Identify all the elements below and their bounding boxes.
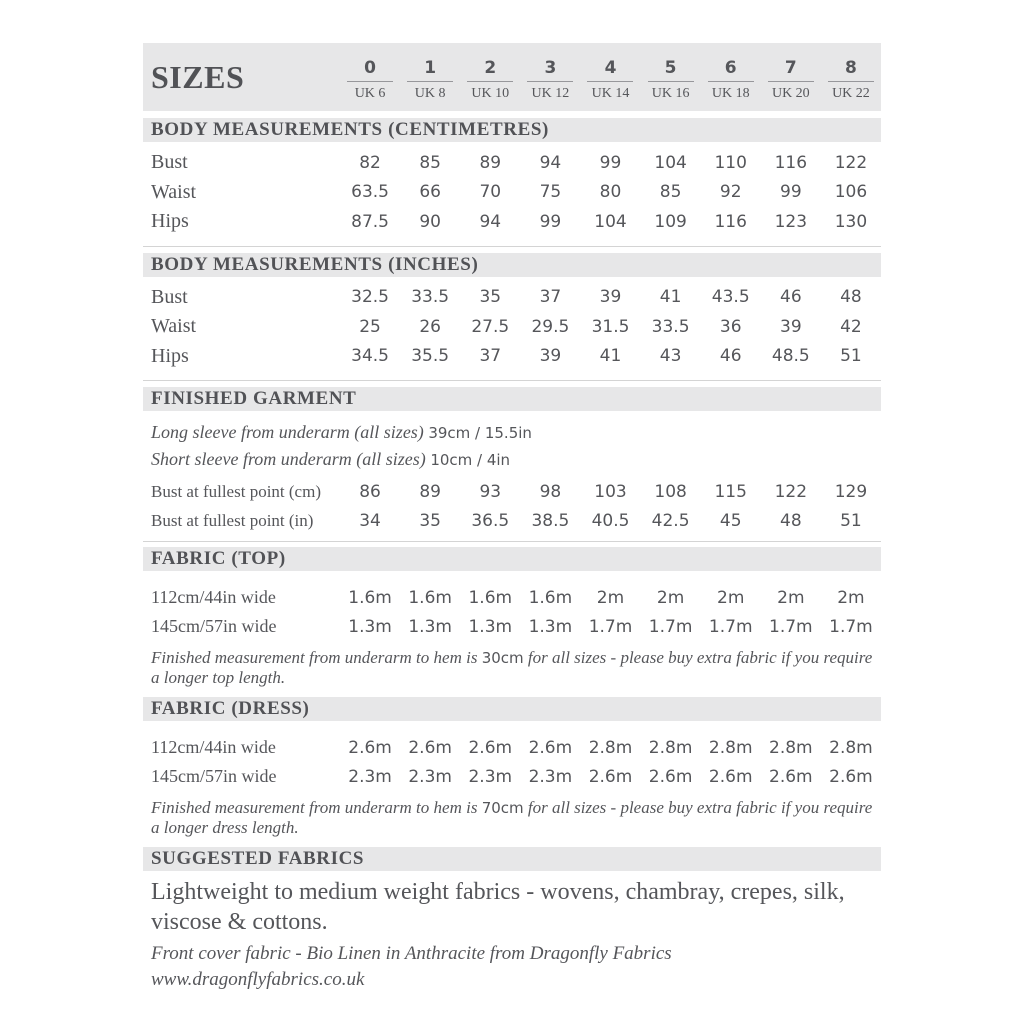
- cell: 108: [654, 481, 687, 502]
- cell: 41: [599, 346, 622, 367]
- cell: 2.8m: [588, 737, 633, 758]
- cell: 27.5: [471, 316, 510, 337]
- cell: 99: [599, 152, 622, 173]
- uk-size-label: UK 20: [771, 85, 810, 101]
- cell: 2.8m: [829, 737, 873, 758]
- section-header-finished-garment: [143, 387, 881, 411]
- cell: 33.5: [411, 287, 450, 308]
- cell: 1.7m: [829, 616, 873, 637]
- size-divider-rule: [648, 81, 694, 82]
- cell: 1.6m: [348, 587, 392, 608]
- cell: 1.7m: [588, 616, 633, 637]
- cell: 104: [654, 152, 687, 173]
- section-header-fabric-dress: [143, 697, 881, 721]
- section-title: BODY MEASUREMENTS (INCHES): [151, 253, 479, 275]
- cell: 41: [659, 287, 682, 308]
- cell: 115: [714, 481, 747, 502]
- size-number: 3: [544, 57, 557, 78]
- cell: 29.5: [531, 316, 570, 337]
- cell: 116: [714, 211, 747, 232]
- size-number: 7: [784, 57, 797, 78]
- size-number: 1: [424, 57, 437, 78]
- row-label: Waist: [151, 315, 197, 338]
- size-number: 8: [845, 57, 857, 78]
- cell: 98: [539, 481, 562, 502]
- size-divider-rule: [527, 81, 573, 82]
- cell: 80: [599, 182, 622, 203]
- section-title: FABRIC (TOP): [151, 548, 286, 569]
- cell: 122: [774, 481, 808, 502]
- section-title: SUGGESTED FABRICS: [151, 848, 365, 869]
- cell: 2m: [717, 587, 745, 608]
- cell: 33.5: [651, 316, 690, 337]
- size-divider-rule: [467, 81, 513, 82]
- cell: 1.6m: [468, 587, 513, 608]
- cell: 94: [539, 152, 562, 173]
- row-label: 112cm/44in wide: [151, 587, 276, 607]
- size-column-header-5: [641, 53, 701, 102]
- page-content: [143, 43, 881, 993]
- cell: 99: [780, 182, 802, 203]
- table-row-fabric-dress-145: [143, 762, 881, 791]
- cell: 87.5: [351, 211, 389, 232]
- note-text: Finished measurement from underarm to hem is: [151, 648, 478, 667]
- cell: 42: [840, 316, 862, 337]
- cell: 36: [719, 316, 742, 337]
- size-divider-rule: [587, 81, 633, 82]
- size-column-header-3: [520, 53, 580, 102]
- section-divider-rule: [143, 246, 881, 247]
- cell: 25: [359, 316, 381, 337]
- cell: 130: [834, 211, 868, 232]
- note-value: 30cm: [481, 649, 524, 667]
- size-column-header-0: [340, 53, 400, 102]
- cell: 34.5: [351, 346, 389, 367]
- note-text: Short sleeve from underarm (all sizes): [151, 449, 426, 469]
- note-value: 39cm / 15.5in: [428, 424, 532, 442]
- size-column-header-7: [761, 53, 821, 102]
- cell: 116: [774, 152, 808, 173]
- note-text: Long sleeve from underarm (all sizes): [151, 422, 424, 442]
- cell: 43.5: [711, 287, 750, 308]
- cell: 40.5: [591, 510, 630, 531]
- cell: 86: [359, 481, 381, 502]
- finished-garment-table: [143, 477, 881, 535]
- size-number: 6: [724, 57, 737, 78]
- note-value: 70cm: [481, 799, 524, 817]
- table-row-hips-cm: [143, 207, 881, 237]
- cell: 93: [479, 481, 502, 502]
- row-label: Waist: [151, 180, 197, 203]
- cell: 1.6m: [528, 587, 573, 608]
- cell: 110: [714, 152, 747, 173]
- table-row-bust-in: [143, 283, 881, 313]
- front-cover-fabric-note: Front cover fabric - Bio Linen in Anthracite from Dragonfly Fabrics: [151, 943, 672, 964]
- cell: 123: [774, 211, 808, 232]
- cell: 37: [479, 346, 502, 367]
- fabric-dress-table: [143, 733, 881, 791]
- cell: 122: [834, 152, 868, 173]
- table-row-fabric-top-145: [143, 612, 881, 641]
- cell: 46: [719, 346, 742, 367]
- cell: 1.6m: [408, 587, 452, 608]
- row-label: Bust at fullest point (in): [151, 510, 314, 530]
- size-column-header-1: [400, 53, 460, 102]
- cell: 103: [594, 481, 627, 502]
- cell: 38.5: [531, 510, 570, 531]
- size-column-header-2: [460, 53, 520, 102]
- cell: 43: [659, 346, 682, 367]
- section-header-fabric-top: [143, 547, 881, 571]
- table-row-hips-in: [143, 342, 881, 372]
- section-divider-rule: [143, 380, 881, 381]
- section-title: FABRIC (DRESS): [151, 698, 310, 719]
- cell: 2.8m: [648, 737, 693, 758]
- size-divider-rule: [768, 81, 814, 82]
- website-url: www.dragonflyfabrics.co.uk: [151, 969, 365, 990]
- body-cm-table: [143, 148, 881, 237]
- cell: 32.5: [351, 287, 389, 308]
- cell: 1.7m: [769, 616, 813, 637]
- cell: 48: [840, 287, 862, 308]
- cell: 94: [479, 211, 502, 232]
- cell: 66: [419, 182, 441, 203]
- uk-size-label: UK 6: [354, 85, 386, 101]
- size-divider-rule: [347, 81, 393, 82]
- cell: 42.5: [651, 510, 690, 531]
- uk-size-label: UK 18: [711, 85, 750, 101]
- body-in-table: [143, 283, 881, 372]
- cell: 2.6m: [588, 766, 633, 787]
- cell: 89: [479, 152, 502, 173]
- note-value: 10cm / 4in: [430, 451, 511, 469]
- row-label: Hips: [151, 210, 189, 233]
- table-row-bust-fullest-cm: [143, 477, 881, 506]
- section-header-body-in: [143, 253, 881, 277]
- section-title: BODY MEASUREMENTS (CENTIMETRES): [151, 119, 549, 140]
- cell: 1.7m: [708, 616, 753, 637]
- cell: 2.6m: [708, 766, 753, 787]
- cell: 35: [419, 510, 441, 531]
- cell: 109: [654, 211, 687, 232]
- size-divider-rule: [407, 81, 453, 82]
- cell: 2.6m: [408, 737, 452, 758]
- cell: 36.5: [471, 510, 510, 531]
- row-label: Bust: [151, 151, 188, 174]
- cell: 45: [719, 510, 742, 531]
- cell: 34: [359, 510, 381, 531]
- cell: 104: [594, 211, 627, 232]
- cell: 85: [419, 152, 441, 173]
- cell: 26: [419, 316, 441, 337]
- sleeve-notes: [143, 419, 881, 473]
- row-label: 112cm/44in wide: [151, 737, 276, 757]
- size-number: 4: [604, 57, 617, 78]
- cell: 85: [659, 182, 682, 203]
- cell: 37: [539, 287, 562, 308]
- cell: 51: [840, 510, 862, 531]
- note-text: for all sizes - please buy extra fabric if you require a longer dress length.: [151, 798, 873, 837]
- row-label: 145cm/57in wide: [151, 766, 277, 786]
- size-column-header-8: [821, 53, 881, 102]
- cell: 75: [539, 182, 562, 203]
- cell: 2.6m: [348, 737, 392, 758]
- cell: 106: [834, 182, 868, 203]
- suggested-fabrics-text: Lightweight to medium weight fabrics - wovens, chambray, crepes, silk, viscose & cottons.: [151, 879, 845, 935]
- cell: 2.6m: [648, 766, 693, 787]
- cell: 1.3m: [408, 616, 452, 637]
- cell: 129: [834, 481, 868, 502]
- sizes-header-band: [143, 43, 881, 111]
- section-header-suggested-fabrics: [143, 847, 881, 871]
- cell: 90: [419, 211, 441, 232]
- uk-size-label: UK 14: [591, 85, 630, 101]
- size-column-header-4: [580, 53, 640, 102]
- cell: 2m: [596, 587, 625, 608]
- cell: 99: [539, 211, 562, 232]
- cell: 46: [780, 287, 802, 308]
- cell: 48: [780, 510, 802, 531]
- cell: 2.8m: [769, 737, 813, 758]
- uk-size-label: UK 12: [531, 85, 570, 101]
- cell: 2m: [837, 587, 865, 608]
- size-divider-rule: [828, 81, 874, 82]
- row-label: Bust at fullest point (cm): [151, 481, 321, 501]
- table-row-bust-fullest-in: [143, 506, 881, 535]
- table-row-waist-in: [143, 312, 881, 342]
- cell: 39: [539, 346, 562, 367]
- cell: 1.3m: [348, 616, 392, 637]
- uk-size-label: UK 10: [471, 85, 510, 101]
- size-divider-rule: [708, 81, 754, 82]
- size-column-header-6: [701, 53, 761, 102]
- table-row-bust-cm: [143, 148, 881, 178]
- cell: 1.3m: [468, 616, 513, 637]
- section-divider-rule: [143, 541, 881, 542]
- cell: 35.5: [411, 346, 450, 367]
- cell: 48.5: [771, 346, 810, 367]
- cell: 89: [419, 481, 441, 502]
- cell: 63.5: [351, 182, 389, 203]
- cell: 92: [719, 182, 742, 203]
- row-label: Bust: [151, 285, 188, 308]
- cell: 82: [359, 152, 381, 173]
- section-header-body-cm: [143, 118, 881, 142]
- cell: 2m: [777, 587, 805, 608]
- cell: 70: [479, 182, 502, 203]
- fabric-top-table: [143, 583, 881, 641]
- uk-size-label: UK 22: [832, 85, 870, 101]
- long-sleeve-note: [143, 419, 881, 446]
- cell: 2.3m: [528, 766, 573, 787]
- cell: 51: [840, 346, 862, 367]
- table-row-waist-cm: [143, 178, 881, 208]
- cell: 2.6m: [528, 737, 573, 758]
- cell: 2.3m: [468, 766, 513, 787]
- uk-size-label: UK 8: [414, 85, 446, 101]
- size-number: 0: [364, 57, 376, 78]
- cell: 2.3m: [348, 766, 392, 787]
- uk-size-label: UK 16: [651, 85, 690, 101]
- short-sleeve-note: [143, 446, 881, 473]
- cell: 2.8m: [708, 737, 753, 758]
- cell: 35: [479, 287, 502, 308]
- cell: 2m: [656, 587, 685, 608]
- row-label: Hips: [151, 344, 189, 367]
- cell: 2.3m: [408, 766, 452, 787]
- size-number: 2: [484, 57, 497, 78]
- cell: 39: [599, 287, 622, 308]
- size-number: 5: [664, 57, 677, 78]
- cell: 1.7m: [648, 616, 693, 637]
- cell: 2.6m: [468, 737, 513, 758]
- table-row-fabric-top-112: [143, 583, 881, 612]
- section-title: FINISHED GARMENT: [151, 388, 357, 409]
- cell: 1.3m: [528, 616, 573, 637]
- table-row-fabric-dress-112: [143, 733, 881, 762]
- cell: 2.6m: [829, 766, 873, 787]
- note-text: for all sizes - please buy extra fabric if you require a longer top length.: [151, 648, 873, 687]
- cell: 31.5: [591, 316, 630, 337]
- fabric-dress-note: [143, 798, 881, 838]
- cell: 2.6m: [769, 766, 813, 787]
- fabric-top-note: [143, 648, 881, 688]
- note-text: Finished measurement from underarm to hem is: [151, 798, 478, 817]
- page-title: SIZES: [151, 58, 245, 95]
- row-label: 145cm/57in wide: [151, 616, 277, 636]
- cell: 39: [780, 316, 802, 337]
